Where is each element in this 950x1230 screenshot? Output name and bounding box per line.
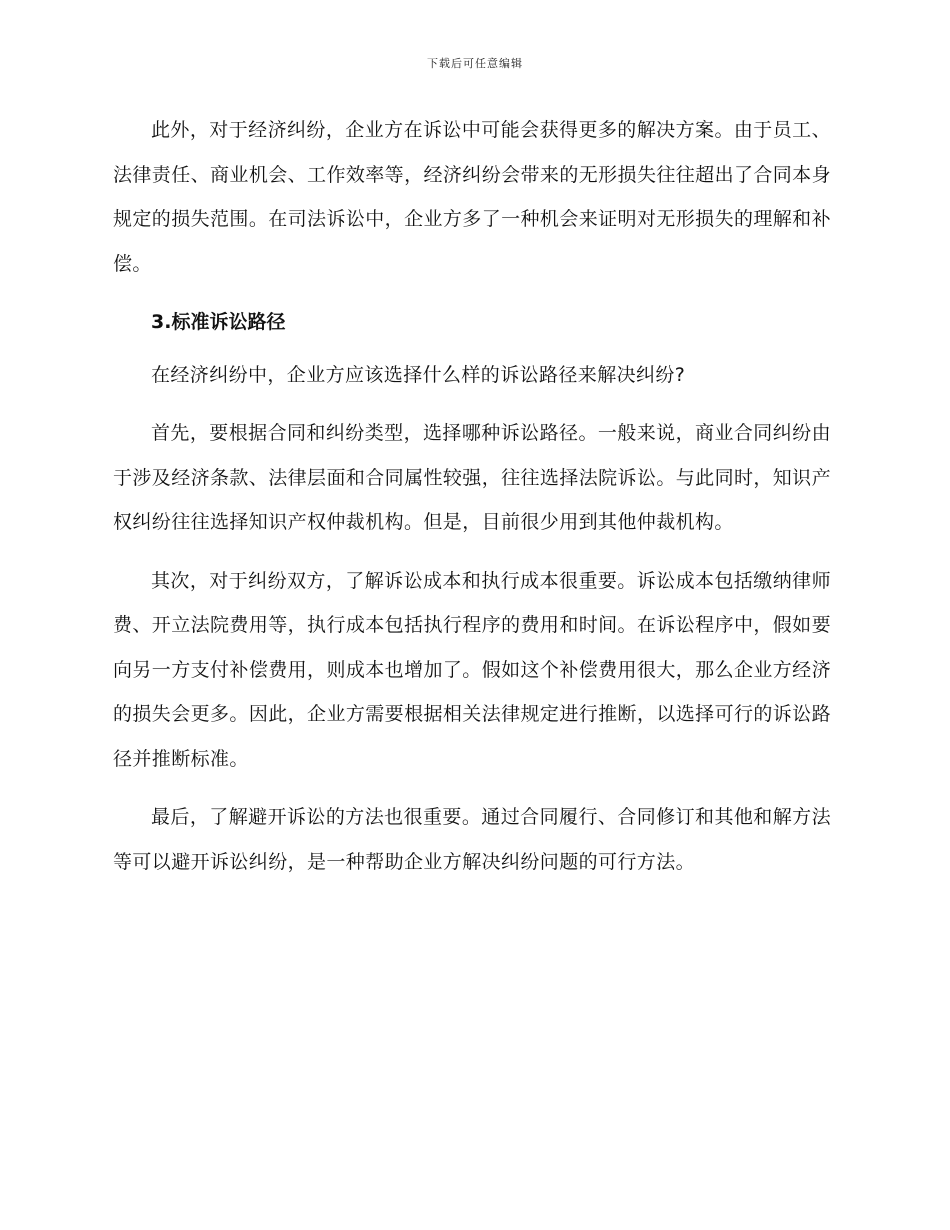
header-note: 下载后可任意编辑 — [427, 57, 523, 70]
paragraph-last: 最后，了解避开诉讼的方法也很重要。通过合同履行、合同修订和其他和解方法等可以避开诉讼纠纷，是一种帮助企业方解决纠纷问题的可行方法。 — [113, 806, 831, 873]
paragraph-first: 首先，要根据合同和纠纷类型，选择哪种诉讼路径。一般来说，商业合同纠纷由于涉及经济条款、法律层面和合同属性较强，往往选择法院诉讼。与此同时，知识产权纠纷往往选择知识产权仲裁机构。但是，目前很少用到其他仲裁机构。 — [113, 422, 831, 533]
paragraph-second: 其次，对于纠纷双方，了解诉讼成本和执行成本很重要。诉讼成本包括缴纳律师费、开立法院费用等，执行成本包括执行程序的费用和时间。在诉讼程序中，假如要向另一方支付补偿费用，则成本也增加了。假如这个补偿费用很大，那么企业方经济的损失会更多。因此，企业方需要根据相关法律规定进行推断，以选择可行的诉讼路径并推断标准。 — [113, 569, 831, 770]
section-heading: 3.标准诉讼路径 — [151, 311, 286, 333]
document-body — [113, 108, 831, 898]
paragraph-intangible-loss: 此外，对于经济纠纷，企业方在诉讼中可能会获得更多的解决方案。由于员工、法律责任、商业机会、工作效率等，经济纠纷会带来的无形损失往往超出了合同本身规定的损失范围。在司法诉讼中，企业方多了一种机会来证明对无形损失的理解和补偿。 — [113, 119, 831, 275]
paragraph-question: 在经济纠纷中，企业方应该选择什么样的诉讼路径来解决纠纷? — [151, 363, 686, 386]
